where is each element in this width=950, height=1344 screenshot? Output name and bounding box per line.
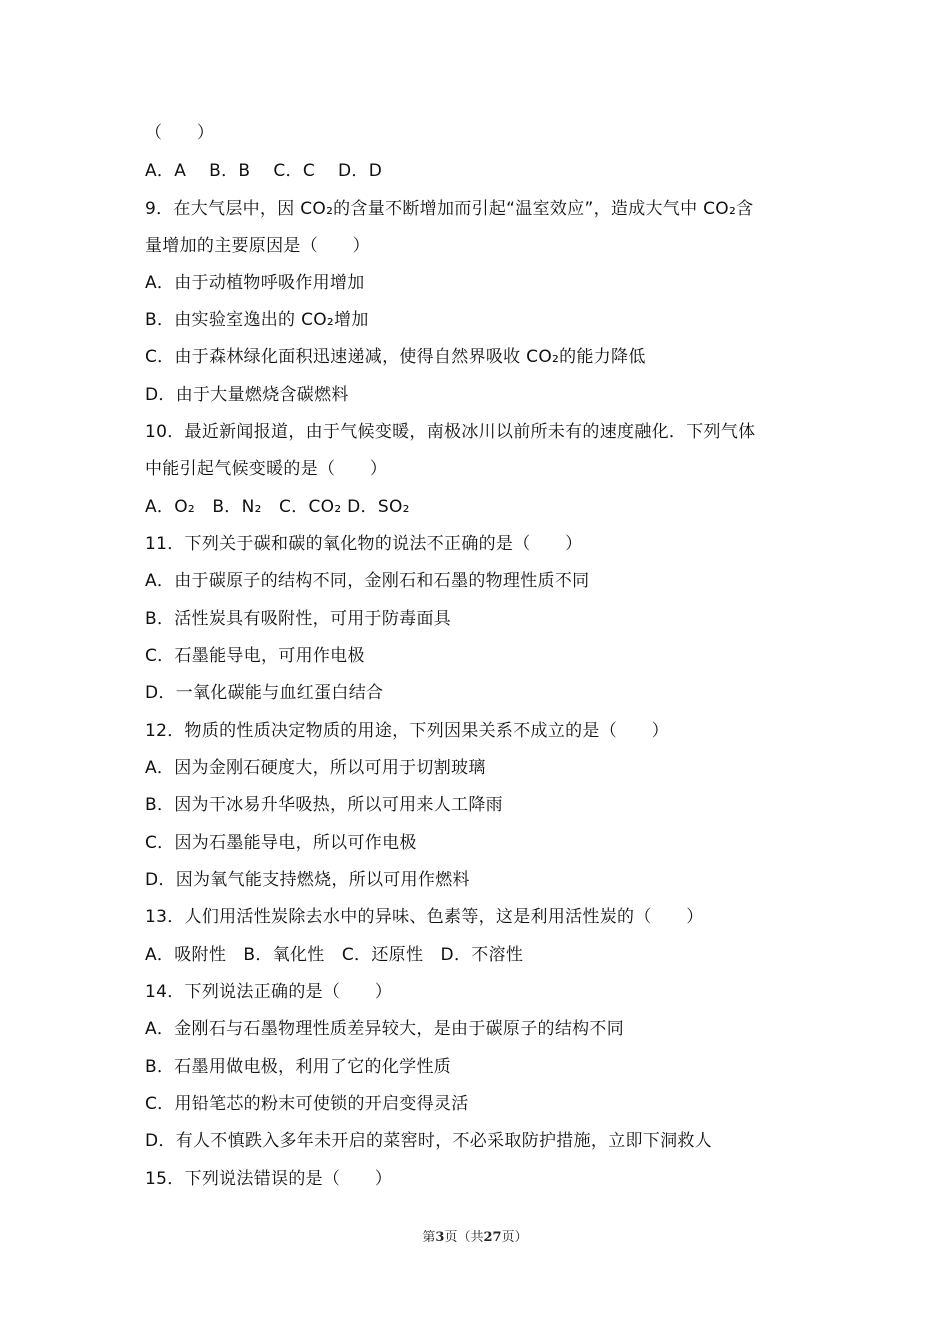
option-line: B．由实验室逸出的 CO₂增加 <box>145 310 369 330</box>
text-line: （ ） <box>145 123 215 143</box>
option-line: B．石墨用做电极，利用了它的化学性质 <box>145 1057 452 1077</box>
option-line: B．因为干冰易升华吸热，所以可用来人工降雨 <box>145 795 503 815</box>
option-line: C．用铅笔芯的粉末可使锁的开启变得灵活 <box>145 1094 469 1114</box>
option-line: B．活性炭具有吸附性，可用于防毒面具 <box>145 609 452 629</box>
option-line: C．由于森林绿化面积迅速递减，使得自然界吸收 CO₂的能力降低 <box>145 347 646 367</box>
option-line: C．石墨能导电，可用作电极 <box>145 646 365 666</box>
option-line: D．因为氧气能支持燃烧，所以可用作燃料 <box>145 870 470 890</box>
footer-suffix: 页） <box>501 1230 528 1245</box>
question-10-line-2: 中能引起气候变暖的是（ ） <box>145 459 388 479</box>
footer-middle: 页（共 <box>444 1230 484 1245</box>
question-13: 13．人们用活性炭除去水中的异味、色素等，这是利用活性炭的（ ） <box>145 907 704 927</box>
footer-total-pages: 27 <box>483 1230 502 1245</box>
option-line: D．由于大量燃烧含碳燃料 <box>145 385 349 405</box>
footer-prefix: 第 <box>422 1230 436 1245</box>
option-line: A．吸附性 B．氧化性 C．还原性 D．不溶性 <box>145 945 524 965</box>
footer-page-number: 3 <box>435 1230 445 1245</box>
question-12: 12．物质的性质决定物质的用途，下列因果关系不成立的是（ ） <box>145 721 669 741</box>
option-line: A．因为金刚石硬度大，所以可用于切割玻璃 <box>145 758 486 778</box>
question-11: 11．下列关于碳和碳的氧化物的说法不正确的是（ ） <box>145 534 583 554</box>
question-9-line-2: 量增加的主要原因是（ ） <box>145 236 370 256</box>
question-10-line-1: 10．最近新闻报道，由于气候变暖，南极冰川以前所未有的速度融化．下列气体 <box>145 422 756 442</box>
option-line: C．因为石墨能导电，所以可作电极 <box>145 833 417 853</box>
option-line: D．一氧化碳能与血红蛋白结合 <box>145 683 384 703</box>
option-line: A．由于碳原子的结构不同，金刚石和石墨的物理性质不同 <box>145 571 590 591</box>
option-line: A．O₂ B．N₂ C．CO₂ D．SO₂ <box>145 497 410 517</box>
question-14: 14．下列说法正确的是（ ） <box>145 982 393 1002</box>
option-line: A．金刚石与石墨物理性质差异较大，是由于碳原子的结构不同 <box>145 1019 625 1039</box>
text-line: A．A B．B C．C D．D <box>145 161 383 181</box>
option-line: D．有人不慎跌入多年未开启的菜窖时，不必采取防护措施，立即下洞救人 <box>145 1131 712 1151</box>
question-9-line-1: 9．在大气层中，因 CO₂的含量不断增加而引起“温室效应”，造成大气中 CO₂含 <box>145 199 754 219</box>
page-footer <box>0 1226 950 1245</box>
question-15: 15．下列说法错误的是（ ） <box>145 1169 393 1189</box>
option-line: A．由于动植物呼吸作用增加 <box>145 273 365 293</box>
